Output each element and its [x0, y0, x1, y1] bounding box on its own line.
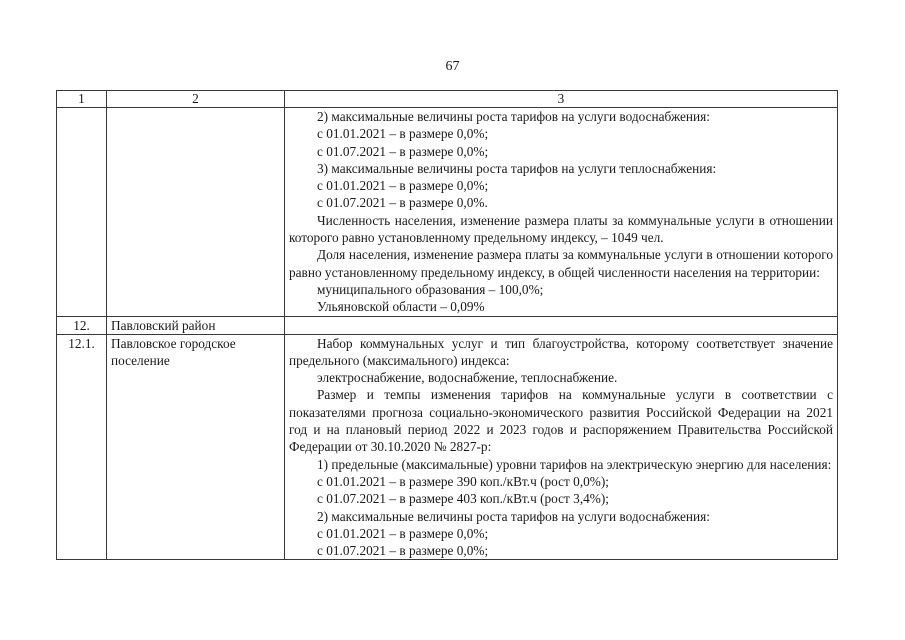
tariff-table — [56, 90, 838, 560]
content-paragraph: 1) предельные (максимальные) уровни тарифов на электрическую энергию для населения: — [317, 456, 832, 472]
content-paragraph: с 01.01.2021 – в размере 390 коп./кВт.ч (рост 0,0%); — [317, 473, 609, 489]
table-row-continued — [57, 108, 838, 317]
page-number: 67 — [445, 59, 460, 74]
content-paragraph: с 01.07.2021 – в размере 0,0%; — [317, 543, 489, 559]
row-number — [57, 108, 107, 317]
content-paragraph: с 01.01.2021 – в размере 0,0%; — [317, 178, 489, 194]
table-row-district — [57, 316, 838, 334]
header-col-2: 2 — [107, 91, 285, 108]
content-paragraph: Набор коммунальных услуг и тип благоустройства, которому соответствует значение предельного (максимального) индекса: — [289, 335, 833, 368]
content-paragraph: Численность населения, изменение размера платы за коммунальные услуги в отношении которого равно установленному предельному индексу, – 1049 чел. — [289, 212, 833, 246]
content-paragraph: с 01.07.2021 – в размере 0,0%; — [317, 143, 489, 159]
table-row-settlement — [57, 334, 838, 560]
content-paragraph: 3) максимальные величины роста тарифов на услуги теплоснабжения: — [317, 160, 717, 176]
row-content — [285, 108, 838, 317]
row-municipality — [107, 108, 285, 317]
row-content — [285, 316, 838, 334]
content-paragraph: с 01.01.2021 – в размере 0,0%; — [317, 525, 489, 541]
row-number: 12.1. — [57, 334, 107, 560]
table-header-row — [57, 91, 838, 108]
content-paragraph: с 01.07.2021 – в размере 403 коп./кВт.ч (рост 3,4%); — [317, 491, 609, 507]
row-municipality: Павловский район — [107, 316, 285, 334]
content-paragraph: муниципального образования – 100,0%; — [317, 281, 544, 297]
header-col-3: 3 — [285, 91, 838, 108]
row-content — [285, 334, 838, 560]
content-paragraph: Доля населения, изменение размера платы за коммунальные услуги в отношении которого равно установленному предельному индексу, в общей численности населения на территории: — [289, 247, 833, 280]
content-paragraph: 2) максимальные величины роста тарифов на услуги водоснабжения: — [317, 508, 710, 524]
content-paragraph: Размер и темпы изменения тарифов на коммунальные услуги в соответствии с показателями прогноза социально-экономического развития Российской Федерации на 2021 год и на плановый период 2022 и 2023 годов и распоряжением Правительства Российской Федерации от 30.10.2020 № 2827-р: — [289, 387, 833, 455]
content-paragraph: 2) максимальные величины роста тарифов на услуги водоснабжения: — [317, 109, 710, 124]
row-number: 12. — [57, 316, 107, 334]
header-col-1: 1 — [57, 91, 107, 108]
row-municipality: Павловское городское поселение — [107, 334, 285, 560]
content-paragraph: с 01.01.2021 – в размере 0,0%; — [317, 126, 489, 142]
content-paragraph: с 01.07.2021 – в размере 0,0%. — [317, 195, 488, 211]
content-paragraph: электроснабжение, водоснабжение, теплоснабжение. — [317, 370, 618, 386]
content-paragraph: Ульяновской области – 0,09% — [317, 299, 485, 315]
